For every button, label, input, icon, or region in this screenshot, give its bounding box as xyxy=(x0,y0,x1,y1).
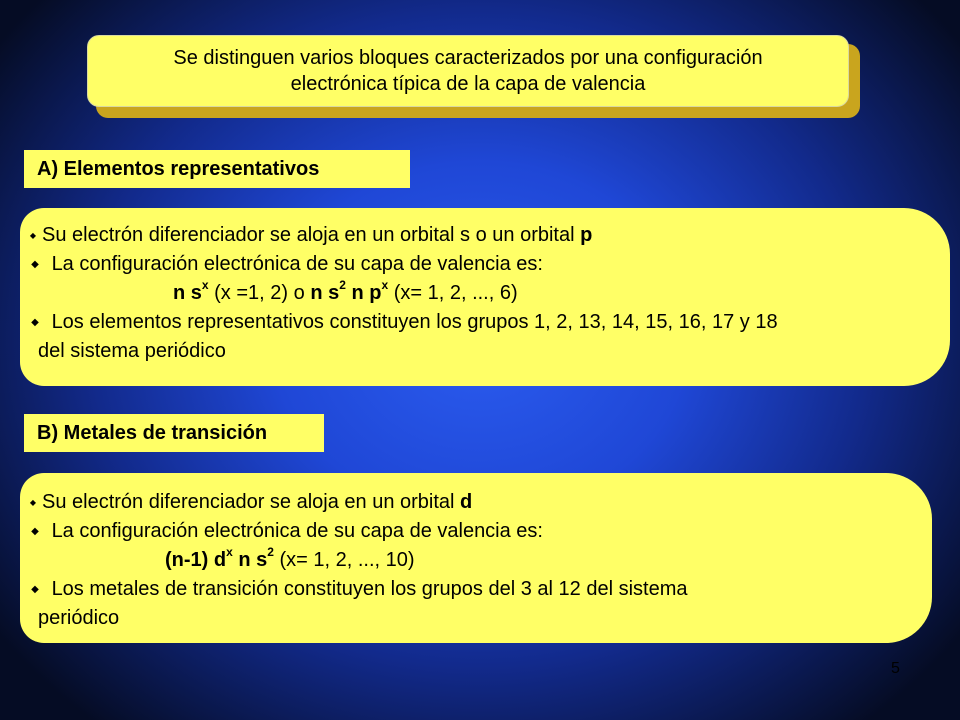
section-b-line-5: periódico xyxy=(38,607,120,629)
section-b-line-2: ◆ La configuración electrónica de su capa de valencia es: xyxy=(20,517,932,546)
intro-line-2: electrónica típica de la capa de valencia xyxy=(290,73,646,95)
section-a-formula: n $s^x$ (x =1, 2) o n $s^2$ n $p^x$ (x= 1, 2, ..., 6) xyxy=(173,278,518,304)
bullet-icon: ◆ xyxy=(31,317,39,329)
section-b-panel xyxy=(20,473,932,643)
section-a-panel xyxy=(20,208,950,386)
section-a-line-4: ◆ Los elementos representativos constituyen los grupos 1, 2, 13, 14, 15, 16, 17 y 18 xyxy=(20,308,950,337)
section-b-line-4: ◆ Los metales de transición constituyen los grupos del 3 al 12 del sistema xyxy=(20,575,932,604)
bullet-icon: ◆ xyxy=(31,259,39,271)
section-a-title: A) Elementos representativos xyxy=(24,150,410,188)
section-b-title: B) Metales de transición xyxy=(24,414,324,452)
bullet-icon: ◆ xyxy=(31,584,39,596)
section-a-line-1: ◆ Su electrón diferenciador se aloja en un orbital s o un orbital p xyxy=(20,221,950,250)
page-number: 5 xyxy=(891,660,900,677)
bullet-icon: ◆ xyxy=(31,526,39,538)
section-b-line-1: ◆ Su electrón diferenciador se aloja en un orbital d xyxy=(20,488,932,517)
section-a-line-5: del sistema periódico xyxy=(38,340,226,362)
section-b-formula: (n-1) $d^x$ n $s^2$ (x= 1, 2, ..., 10) xyxy=(165,545,415,571)
intro-line-1: Se distinguen varios bloques caracterizados por una configuración xyxy=(173,47,763,69)
intro-box xyxy=(87,35,849,107)
bullet-icon: ◆ xyxy=(29,231,37,241)
section-a-line-2: ◆ La configuración electrónica de su capa de valencia es: xyxy=(20,250,950,279)
bullet-icon: ◆ xyxy=(29,498,37,508)
